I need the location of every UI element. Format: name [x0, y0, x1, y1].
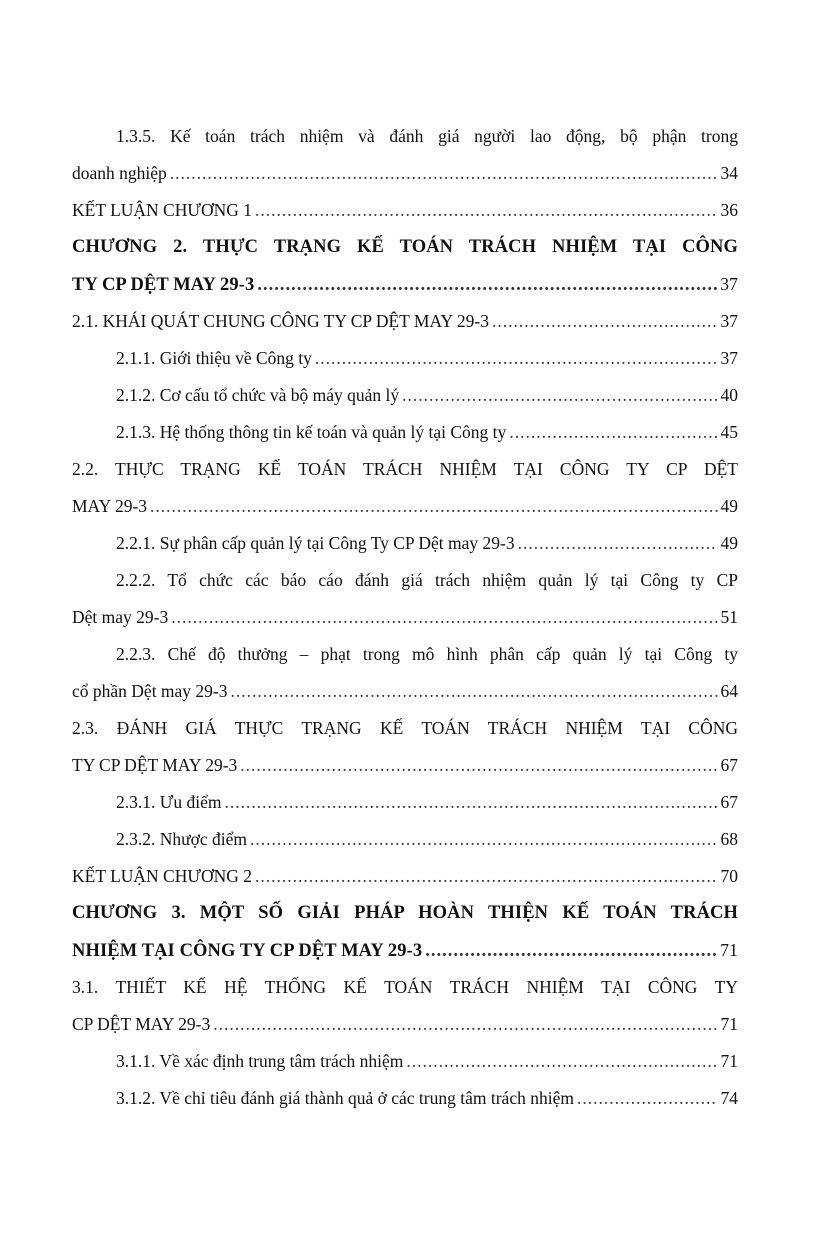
toc-entry-title: 2.1.2. Cơ cấu tổ chức và bộ máy quản lý	[116, 385, 400, 405]
toc-entry-line	[72, 673, 738, 710]
toc-entry-title: 3.1.2. Về chỉ tiêu đánh giá thành quả ở các trung tâm trách nhiệm	[116, 1088, 574, 1108]
dot-leader	[577, 1080, 718, 1117]
toc-page-number: 37	[720, 274, 738, 294]
toc-page-number: 64	[720, 681, 738, 701]
dot-leader	[509, 414, 717, 451]
dot-leader	[224, 784, 717, 821]
toc-entry-title-cont: NHIỆM TẠI CÔNG TY CP DỆT MAY 29-3	[72, 941, 423, 961]
toc-entry	[72, 303, 738, 340]
toc-entry	[72, 1043, 738, 1080]
toc-entry	[72, 784, 738, 821]
toc-entry	[72, 414, 738, 451]
toc-entry-title: 2.1. KHÁI QUÁT CHUNG CÔNG TY CP DỆT MAY 29-3	[72, 311, 489, 331]
toc-entry-title: 2.2.3. Chế độ thưởng – phạt trong mô hình phân cấp quản lý tại Công ty	[116, 644, 738, 664]
toc-entry-title: CHƯƠNG 2. THỰC TRẠNG KẾ TOÁN TRÁCH NHIỆM TẠI CÔNG	[72, 237, 738, 257]
dot-leader	[315, 340, 718, 377]
toc-entry-line	[72, 303, 738, 340]
toc-page-number: 40	[720, 385, 738, 405]
toc-entry	[72, 1080, 738, 1117]
toc-entry-title-cont: doanh nghiệp	[72, 163, 167, 183]
toc-entry-line	[72, 377, 738, 414]
toc-entry	[72, 636, 738, 710]
dot-leader	[150, 488, 717, 525]
toc-entry-line	[72, 266, 738, 303]
toc-entry-line	[72, 747, 738, 784]
toc-entry	[72, 895, 738, 969]
toc-entry-title: KẾT LUẬN CHƯƠNG 1	[72, 200, 252, 220]
dot-leader	[240, 747, 717, 784]
toc-entry-title: 2.3.1. Ưu điểm	[116, 792, 222, 812]
toc-entry	[72, 377, 738, 414]
toc-page-number: 68	[720, 829, 738, 849]
toc-entry-line	[72, 525, 738, 562]
toc-entry-title: 2.3.2. Nhược điểm	[116, 829, 248, 849]
dot-leader	[402, 377, 717, 414]
toc-page-number: 70	[720, 866, 738, 886]
dot-leader	[250, 821, 717, 858]
toc-entry-line	[72, 155, 738, 192]
toc-entry-title: 2.3. ĐÁNH GIÁ THỰC TRẠNG KẾ TOÁN TRÁCH NHIỆM TẠI CÔNG	[72, 718, 738, 738]
toc-entry	[72, 451, 738, 525]
dot-leader	[255, 858, 718, 895]
dot-leader	[425, 933, 717, 969]
toc-entry	[72, 858, 738, 895]
table-of-contents	[72, 118, 738, 1117]
toc-entry-title-cont: Dệt may 29-3	[72, 607, 169, 627]
toc-entry-title: 2.1.1. Giới thiệu về Công ty	[116, 348, 312, 368]
toc-entry	[72, 969, 738, 1043]
toc-entry-line	[72, 932, 738, 969]
dot-leader	[518, 525, 718, 562]
toc-entry-title: 2.1.3. Hệ thống thông tin kế toán và quản lý tại Công ty	[116, 422, 507, 442]
toc-entry	[72, 229, 738, 303]
toc-entry-title-cont: TY CP DỆT MAY 29-3	[72, 275, 255, 295]
toc-page-number: 74	[720, 1088, 738, 1108]
toc-entry-line	[72, 1043, 738, 1080]
toc-entry-title-cont: cổ phần Dệt may 29-3	[72, 681, 228, 701]
toc-entry-title-cont: CP DỆT MAY 29-3	[72, 1014, 211, 1034]
toc-entry-title: 3.1.1. Về xác định trung tâm trách nhiệm	[116, 1051, 404, 1071]
toc-entry	[72, 525, 738, 562]
toc-entry	[72, 340, 738, 377]
dot-leader	[171, 599, 717, 636]
dot-leader	[406, 1043, 717, 1080]
dot-leader	[231, 673, 718, 710]
toc-entry-line	[72, 858, 738, 895]
toc-entry-title: KẾT LUẬN CHƯƠNG 2	[72, 866, 252, 886]
toc-entry-line	[72, 340, 738, 377]
toc-entry	[72, 821, 738, 858]
toc-entry-title: 2.2.2. Tổ chức các báo cáo đánh giá trách nhiệm quản lý tại Công ty CP	[116, 570, 738, 590]
toc-entry-line	[72, 1080, 738, 1117]
toc-entry-title: 2.2.1. Sự phân cấp quản lý tại Công Ty CP Dệt may 29-3	[116, 533, 515, 553]
toc-entry	[72, 192, 738, 229]
toc-entry	[72, 562, 738, 636]
toc-entry-line	[72, 1006, 738, 1043]
toc-page-number: 37	[720, 348, 738, 368]
toc-page-number: 37	[720, 311, 738, 331]
toc-page-number: 34	[720, 163, 738, 183]
toc-page-number: 49	[720, 496, 738, 516]
toc-entry	[72, 710, 738, 784]
toc-entry-line	[72, 192, 738, 229]
toc-page-number: 51	[720, 607, 738, 627]
toc-entry-title: 1.3.5. Kế toán trách nhiệm và đánh giá người lao động, bộ phận trong	[116, 126, 738, 146]
toc-entry	[72, 118, 738, 192]
toc-entry-line	[72, 784, 738, 821]
toc-entry-title-cont: MAY 29-3	[72, 496, 148, 516]
toc-entry-line	[72, 821, 738, 858]
dot-leader	[213, 1006, 717, 1043]
toc-entry-line	[72, 414, 738, 451]
toc-entry-line	[72, 488, 738, 525]
toc-page-number: 67	[720, 755, 738, 775]
toc-page-number: 71	[720, 1014, 738, 1034]
toc-page-number: 71	[720, 940, 738, 960]
toc-page-number: 36	[720, 200, 738, 220]
dot-leader	[257, 267, 717, 303]
toc-entry-title: 3.1. THIẾT KẾ HỆ THỐNG KẾ TOÁN TRÁCH NHIỆM TẠI CÔNG TY	[72, 977, 738, 997]
toc-page-number: 45	[720, 422, 738, 442]
dot-leader	[170, 155, 718, 192]
toc-entry-title: 2.2. THỰC TRẠNG KẾ TOÁN TRÁCH NHIỆM TẠI CÔNG TY CP DỆT	[72, 459, 738, 479]
dot-leader	[492, 303, 718, 340]
toc-page-number: 71	[720, 1051, 738, 1071]
toc-page-number: 49	[720, 533, 738, 553]
dot-leader	[255, 192, 718, 229]
toc-entry-line	[72, 599, 738, 636]
toc-entry-title-cont: TY CP DỆT MAY 29-3	[72, 755, 238, 775]
toc-entry-title: CHƯƠNG 3. MỘT SỐ GIẢI PHÁP HOÀN THIỆN KẾ TOÁN TRÁCH	[72, 903, 738, 923]
toc-page-number: 67	[720, 792, 738, 812]
